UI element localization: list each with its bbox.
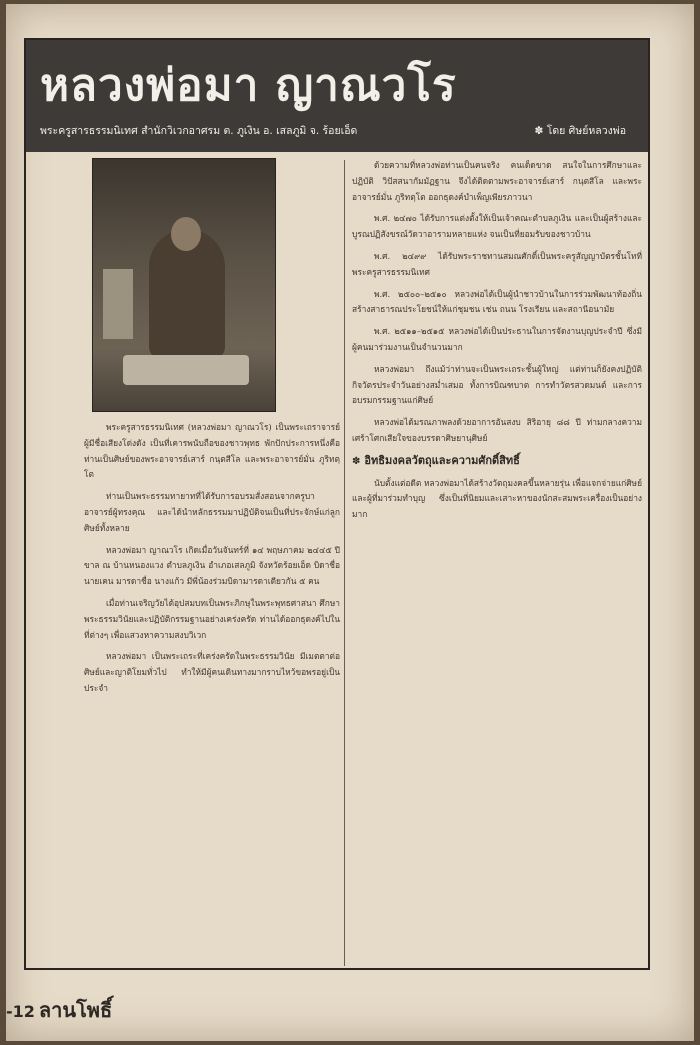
left-column [84,420,340,968]
article-frame [24,38,650,970]
right-column [352,158,642,968]
right-paragraph: ด้วยความที่หลวงพ่อท่านเป็นคนจริง คนเด็ดขาด สนใจในการศึกษาและปฏิบัติ วิปัสสนากัมมัฏฐาน จึงได้ติดตามพระอาจารย์เสาร์ กนฺตสีโล และพระอาจารย์มั่น ภูริทตฺโต ออกธุดงค์บำเพ็ญเพียรภาวนา [352,160,642,202]
monk-head [171,217,201,251]
page-number: -12 [6,1002,35,1021]
right-paragraph: พ.ศ. ๒๔๙๙ ได้รับพระราชทานสมณศักดิ์เป็นพระครูสัญญาบัตรชั้นโทที่ พระครูสารธรรมนิเทศ [352,250,642,277]
monk-portrait-photo [92,158,276,412]
left-paragraph: เมื่อท่านเจริญวัยได้อุปสมบทเป็นพระภิกษุในพระพุทธศาสนา ศึกษาพระธรรมวินัยและปฏิบัติกรรมฐานอย่างเคร่งครัด ท่านได้ออกธุดงค์ไปในที่ต่างๆ เพื่อแสวงหาความสงบวิเวก [84,597,340,640]
seat-base [123,355,249,385]
magazine-name: ลานโพธิ์ [38,998,113,1022]
section-mark-icon: ✽ [352,455,361,467]
left-paragraph: พระครูสารธรรมนิเทศ (หลวงพ่อมา ญาณวโร) เป็นพระเถราจารย์ผู้มีชื่อเสียงโด่งดัง เป็นที่เคารพนับถือของชาวพุทธ พักปักประการหนึ่งคือท่านเป็นศิษย์ของพระอาจารย์เสาร์ กนฺตสีโล และพระอาจารย์มั่น ภูริทตฺโต [84,422,340,480]
left-paragraph: ท่านเป็นพระธรรมทายาทที่ได้รับการอบรมสั่งสอนจากครูบาอาจารย์ผู้ทรงคุณ และได้นำหลักธรรมมาปฏิบัติจนเป็นที่ประจักษ์แก่ลูกศิษย์ทั้งหลาย [84,491,340,533]
byline-text: โดย ศิษย์หลวงพ่อ [546,125,626,137]
right-paragraph: พ.ศ. ๒๔๗๐ ได้รับการแต่งตั้งให้เป็นเจ้าคณะตำบลภูเงิน และเป็นผู้สร้างและบูรณปฏิสังขรณ์วัดวาอารามหลายแห่ง จนเป็นที่ยอมรับของชาวบ้าน [352,213,642,240]
section-heading [352,453,642,470]
byline-mark-icon: ✽ [534,125,544,137]
right-paragraph: หลวงพ่อมา ถึงแม้ว่าท่านจะเป็นพระเถระชั้นผู้ใหญ่ แต่ท่านก็ยังคงปฏิบัติกิจวัตรประจำวันอย่างสม่ำเสมอ ทั้งการบิณฑบาต การทำวัตรสวดมนต์ และการอบรมกรรมฐานแก่ศิษย์ [352,363,642,406]
right-paragraph: หลวงพ่อได้มรณภาพลงด้วยอาการอันสงบ สิริอายุ ๘๘ ปี ท่ามกลางความเศร้าโศกเสียใจของบรรดาศิษยานุศิษย์ [352,417,642,443]
left-paragraph: หลวงพ่อมา เป็นพระเถระที่เคร่งครัดในพระธรรมวินัย มีเมตตาต่อศิษย์และญาติโยมทั่วไป ทำให้มีผู้คนเดินทางมากราบไหว้ขอพรอยู่เป็นประจำ [84,651,340,693]
magazine-page [6,4,694,1041]
title-banner [26,40,648,152]
right-paragraph: พ.ศ. ๒๕๑๑–๒๕๑๕ หลวงพ่อได้เป็นประธานในการจัดงานบุญประจำปี ซึ่งมีผู้คนมาร่วมงานเป็นจำนวนมาก [352,326,642,352]
column-divider [344,160,345,966]
page-footer [6,994,112,1026]
section-paragraph: นับตั้งแต่อดีต หลวงพ่อมาได้สร้างวัตถุมงคลขึ้นหลายรุ่น เพื่อแจกจ่ายแก่ศิษย์และผู้ที่มาร่วมทำบุญ ซึ่งเป็นที่นิยมและเสาะหาของนักสะสมพระเครื่องเป็นอย่างมาก [352,477,642,520]
shrine-shape [103,269,133,339]
article-title: หลวงพ่อมา ญาณวโร [40,60,457,111]
left-paragraph: หลวงพ่อมา ญาณวโร เกิดเมื่อวันจันทร์ที่ ๑๔ พฤษภาคม ๒๔๔๕ ปีขาล ณ บ้านหนองแวง ตำบลภูเงิน อำเภอเสลภูมิ จังหวัดร้อยเอ็ด บิดาชื่อ นายเคน มารดาชื่อ นางแก้ว มีพี่น้องร่วมบิดามารดาเดียวกัน ๕ คน [84,544,340,587]
article-subtitle [40,122,640,139]
byline [535,122,626,139]
temple-info: พระครูสารธรรมนิเทศ สำนักวิเวกอาศรม ต. ภูเงิน อ. เสลภูมิ จ. ร้อยเอ็ด [40,125,358,137]
right-paragraph: พ.ศ. ๒๕๐๐–๒๕๑๐ หลวงพ่อได้เป็นผู้นำชาวบ้านในการร่วมพัฒนาท้องถิ่น สร้างสาธารณประโยชน์ให้แก่ชุมชน เช่น ถนน โรงเรียน และสถานีอนามัย [352,288,642,315]
section-heading-text: อิทธิมงคลวัตถุและความศักดิ์สิทธิ์ [364,453,520,467]
